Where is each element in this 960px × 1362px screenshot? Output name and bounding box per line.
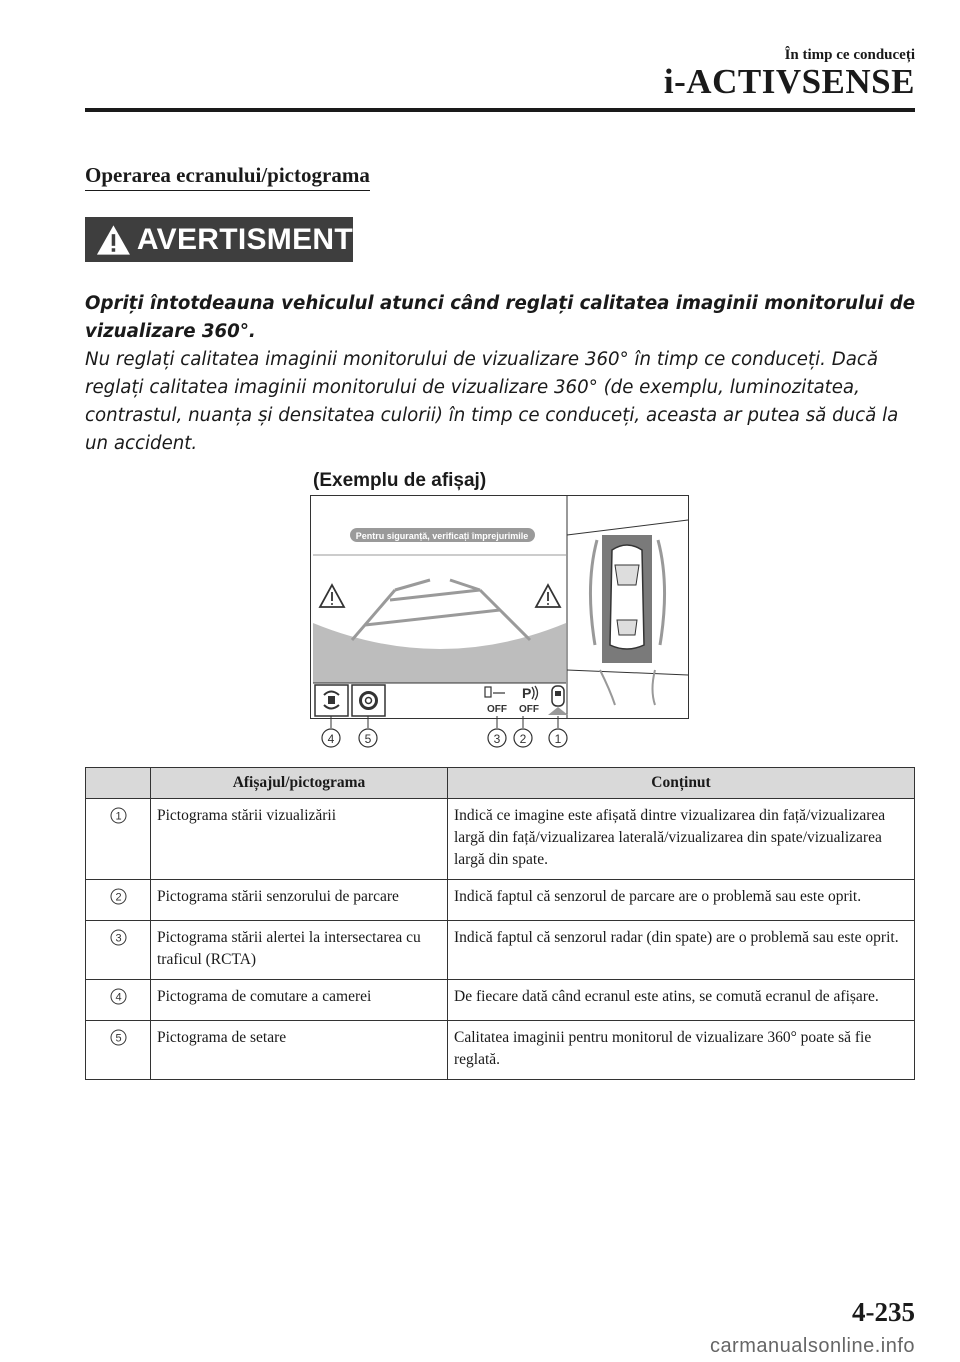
svg-text:5: 5 — [364, 732, 372, 746]
row-number — [86, 799, 151, 880]
rear-camera-view — [313, 498, 566, 683]
svg-text:3: 3 — [493, 732, 501, 746]
table-row — [86, 880, 915, 921]
warning-label: AVERTISMENT — [136, 222, 353, 256]
svg-text:1: 1 — [114, 810, 122, 823]
table-header-name: Afișajul/pictograma — [151, 768, 448, 799]
figure-caption: (Exemplu de afișaj) — [313, 470, 487, 491]
row-name: Pictograma de comutare a camerei — [151, 980, 448, 1021]
warning-bold-text: Opriți întotdeauna vehiculul atunci când reglați calitatea imaginii monitorului de vizualizare 360°. — [85, 293, 916, 342]
svg-text:2: 2 — [114, 891, 122, 904]
table-header-row — [86, 768, 915, 799]
row-number — [86, 921, 151, 980]
rcta-off-label: OFF — [487, 704, 507, 715]
header-title: i-ACTIVSENSE — [663, 62, 915, 101]
row-content: Calitatea imaginii pentru monitorul de vizualizare 360° poate să fie reglată. — [448, 1021, 915, 1080]
svg-text:4: 4 — [114, 991, 122, 1004]
row-number — [86, 1021, 151, 1080]
parking-off-label: OFF — [519, 704, 539, 715]
row-name: Pictograma stării senzorului de parcare — [151, 880, 448, 921]
table-row — [86, 921, 915, 980]
svg-text:4: 4 — [327, 732, 335, 746]
display-example-figure — [310, 495, 690, 755]
warning-triangle-icon — [95, 223, 132, 257]
warning-banner — [85, 217, 353, 262]
camera-switch-icon — [315, 685, 348, 716]
row-content: Indică faptul că senzorul de parcare are o problemă sau este oprit. — [448, 880, 915, 921]
svg-text:3: 3 — [114, 932, 122, 945]
callout-2 — [514, 729, 532, 747]
svg-text:1: 1 — [554, 732, 562, 746]
warning-body — [85, 290, 925, 458]
table-header-content: Conținut — [448, 768, 915, 799]
row-number — [86, 880, 151, 921]
table-header-num — [86, 768, 151, 799]
row-content: Indică ce imagine este afișată dintre vizualizarea din față/vizualizarea largă din față/vizualizarea laterală/vizualizarea din spate/vizualizarea largă din spate. — [448, 799, 915, 880]
callout-1 — [549, 729, 567, 747]
svg-text:5: 5 — [114, 1032, 122, 1045]
icon-description-table — [85, 767, 915, 1080]
callout-4 — [322, 729, 340, 747]
warning-text: Nu reglați calitatea imaginii monitorului de vizualizare 360° în timp ce conduceți. Dacă reglați calitatea imaginii monitorului de vizualizare 360° (de exemplu, luminozitatea, contrastul, nuanța și densitatea culorii) în timp ce conduceți, aceasta ar putea să ducă la un accident. — [85, 349, 899, 454]
header-subtitle: În timp ce conduceți — [784, 47, 915, 63]
row-content: De fiecare dată când ecranul este atins, se comută ecranul de afișare. — [448, 980, 915, 1021]
settings-gear-icon — [352, 685, 385, 716]
row-name: Pictograma stării alertei la intersectarea cu traficul (RCTA) — [151, 921, 448, 980]
callout-3 — [488, 729, 506, 747]
page-number: 4-235 — [852, 1297, 915, 1327]
row-number — [86, 980, 151, 1021]
header-rule — [85, 108, 915, 112]
svg-text:2: 2 — [519, 732, 527, 746]
table-row — [86, 980, 915, 1021]
callout-5 — [359, 729, 377, 747]
watermark: carmanualsonline.info — [709, 1335, 915, 1357]
section-title: Operarea ecranului/pictograma — [85, 163, 370, 191]
row-name: Pictograma de setare — [151, 1021, 448, 1080]
row-content: Indică faptul că senzorul radar (din spate) are o problemă sau este oprit. — [448, 921, 915, 980]
svg-text:P: P — [522, 685, 532, 701]
safety-message: Pentru siguranță, verificați împrejurimile — [355, 531, 529, 541]
table-row — [86, 799, 915, 880]
table-row — [86, 1021, 915, 1080]
row-name: Pictograma stării vizualizării — [151, 799, 448, 880]
